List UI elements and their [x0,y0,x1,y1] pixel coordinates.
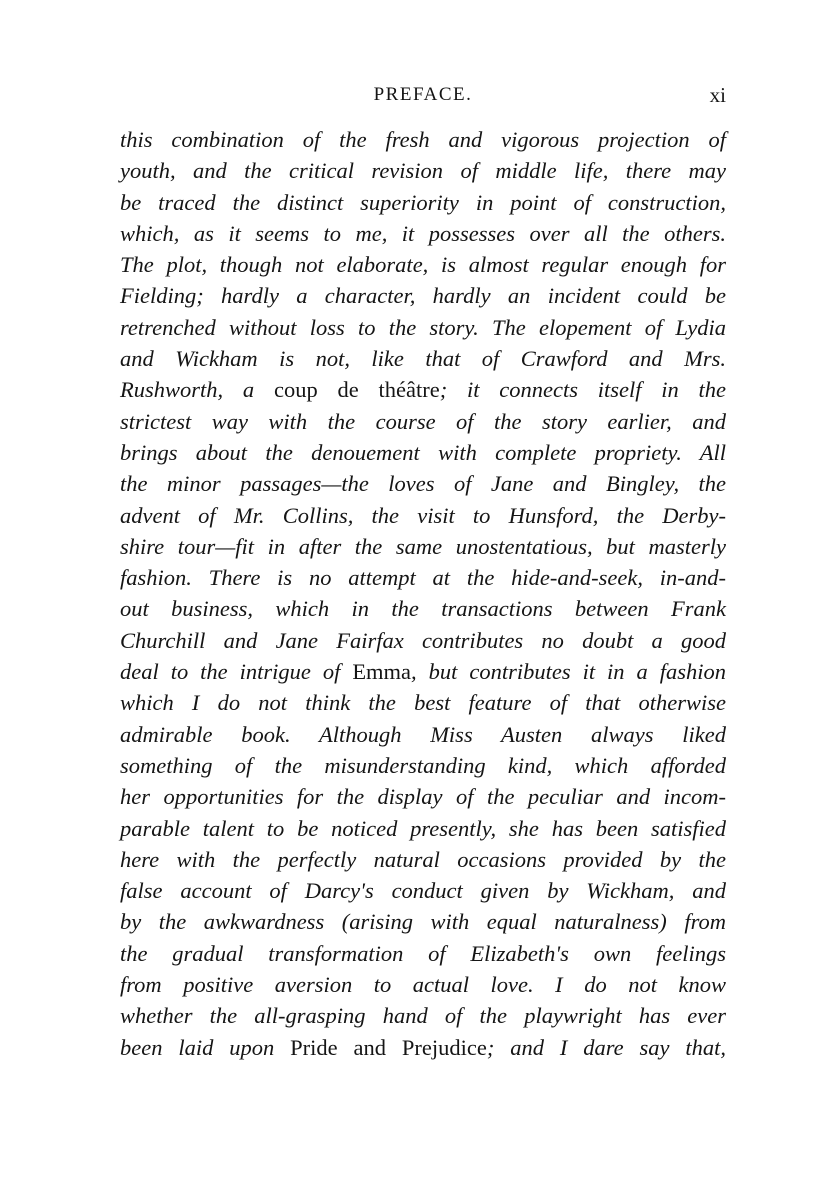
italic-text: , but contributes it in a fashion [411,659,726,685]
text-line [120,1032,726,1063]
text-line [120,374,726,405]
text-line [120,938,726,969]
italic-text: advent of Mr. Collins, the visit to Hunsford, the Derby- [120,502,726,528]
italic-text: admirable book. Although Miss Austen always liked [120,721,726,747]
italic-text: be traced the distinct superiority in point of construction, [120,189,726,215]
italic-text: her opportunities for the display of the peculiar and incom- [120,784,726,810]
text-line [120,437,726,468]
text-line [120,593,726,624]
running-head: PREFACE. [373,84,473,105]
text-line [120,500,726,531]
text-line [120,875,726,906]
text-line [120,187,726,218]
italic-text: parable talent to be noticed presently, she has been satisfied [120,815,726,841]
italic-text: here with the perfectly natural occasions provided by the [120,846,726,872]
italic-text: out business, which in the transactions between Frank [120,596,726,622]
text-line [120,844,726,875]
text-line [120,155,726,186]
text-line [120,906,726,937]
text-line [120,249,726,280]
text-line [120,750,726,781]
italic-text: by the awkwardness (arising with equal naturalness) from [120,909,726,935]
text-line [120,343,726,374]
text-line [120,625,726,656]
italic-text: shire tour—fit in after the same unostentatious, but masterly [120,533,726,559]
text-line [120,687,726,718]
page-header [120,80,726,110]
italic-text: ; and I dare say that, [486,1034,727,1060]
text-line [120,406,726,437]
text-line [120,280,726,311]
text-line [120,969,726,1000]
italic-text: and Wickham is not, like that of Crawford and Mrs. [120,346,726,372]
text-line [120,218,726,249]
text-line [120,719,726,750]
italic-text: strictest way with the course of the story earlier, and [120,408,726,434]
italic-text: ; it connects itself in the [439,377,727,403]
italic-text: Fielding; hardly a character, hardly an incident could be [120,283,726,309]
italic-text: which I do not think the best feature of that otherwise [120,690,726,716]
text-line [120,531,726,562]
italic-text: which, as it seems to me, it possesses over all the others. [120,220,726,246]
text-line [120,813,726,844]
italic-text: the gradual transformation of Elizabeth's own feelings [120,940,726,966]
italic-text: something of the misunderstanding kind, which afforded [120,752,726,778]
text-line [120,781,726,812]
italic-text: brings about the denouement with complete propriety. All [120,439,726,465]
page-number: xi [709,83,726,107]
roman-text: Emma [352,659,412,685]
italic-text: this combination of the fresh and vigorous projection of [120,127,726,152]
text-line [120,124,726,155]
italic-text: false account of Darcy's conduct given by Wickham, and [120,878,726,904]
italic-text: from positive aversion to actual love. I do not know [120,972,726,998]
italic-text: been laid upon [120,1034,291,1060]
roman-text: coup de théâtre [273,377,440,403]
italic-text: whether the all-grasping hand of the playwright has ever [120,1003,726,1029]
italic-text: Rushworth, a [120,377,274,403]
preface-text [120,124,726,1063]
text-line [120,312,726,343]
text-line [120,562,726,593]
italic-text: retrenched without loss to the story. The elopement of Lydia [120,314,726,340]
italic-text: Churchill and Jane Fairfax contributes no doubt a good [120,627,726,653]
italic-text: deal to the intrigue of [120,659,353,685]
italic-text: fashion. There is no attempt at the hide-and-seek, in-and- [120,565,726,591]
text-line [120,468,726,499]
text-line [120,656,726,687]
italic-text: The plot, though not elaborate, is almost regular enough for [120,252,726,278]
text-line [120,1000,726,1031]
roman-text: Pride and Prejudice [290,1034,487,1060]
italic-text: the minor passages—the loves of Jane and Bingley, the [120,471,726,497]
italic-text: youth, and the critical revision of middle life, there may [120,158,726,184]
